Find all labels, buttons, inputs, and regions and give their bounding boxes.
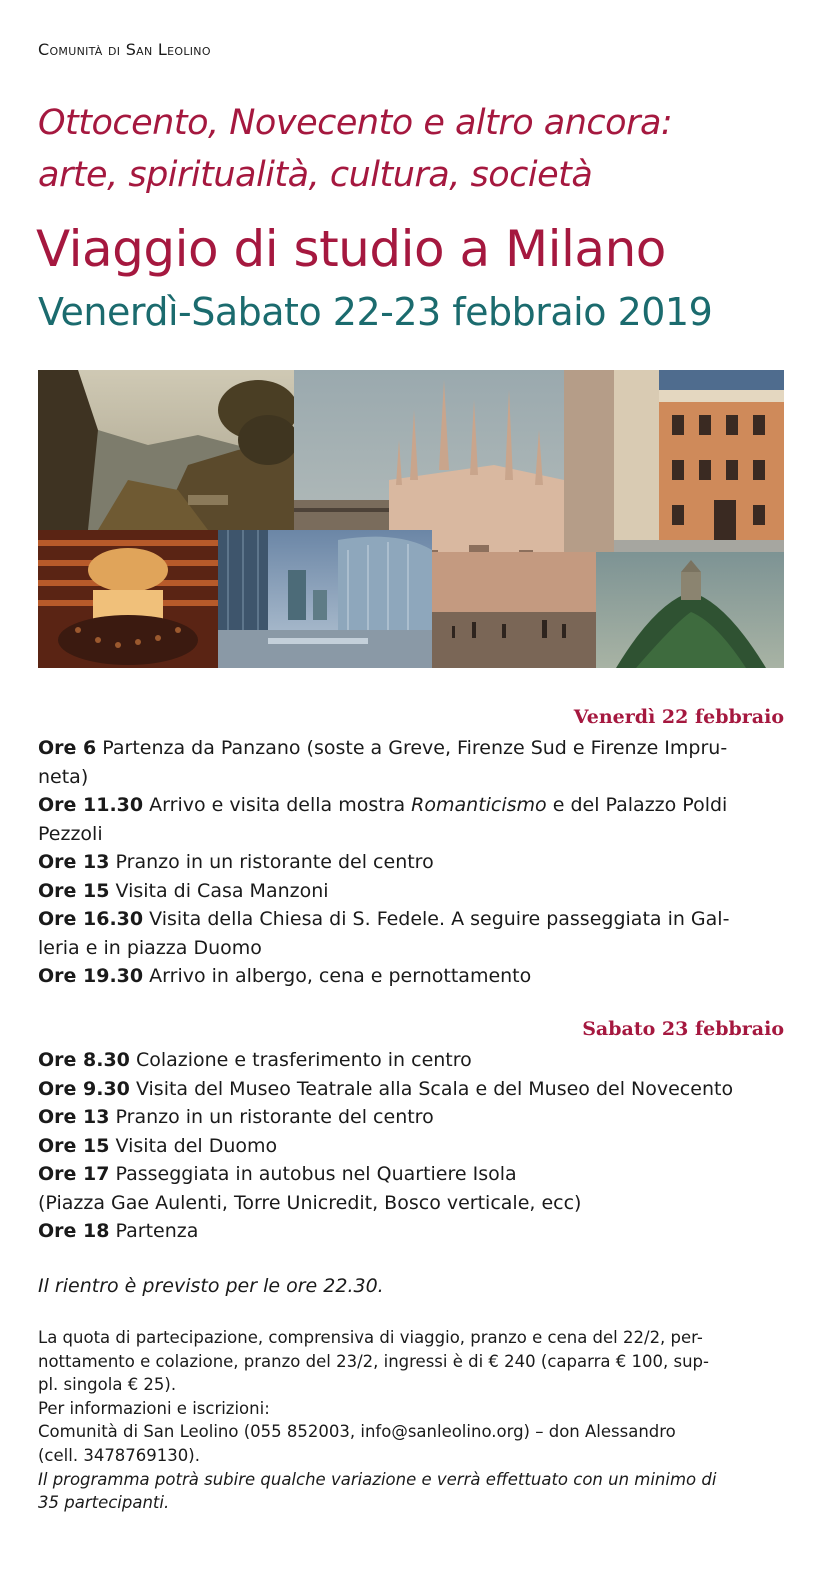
schedule-item	[38, 1217, 786, 1246]
schedule-item-continued: Pezzoli	[38, 822, 103, 845]
schedule-item-continued: leria e in piazza Duomo	[38, 936, 262, 959]
schedule-item-continued: neta)	[38, 765, 89, 788]
day1-schedule	[38, 734, 786, 991]
schedule-time: Ore 6	[38, 737, 97, 759]
schedule-item	[38, 848, 786, 877]
modern-skyline-image	[218, 530, 432, 668]
day2-schedule	[38, 1046, 786, 1246]
schedule-time: Ore 15	[38, 1134, 110, 1157]
schedule-text: Visita della Chiesa di S. Fedele. A seguire passeggiata in Gal-	[143, 908, 730, 930]
contact-line: Comunità di San Leolino (055 852003, info@sanleolino.org) – don Alessandro	[38, 1422, 676, 1442]
schedule-item	[38, 1160, 786, 1189]
photo-collage	[38, 370, 784, 668]
schedule-text: Visita del Museo Teatrale alla Scala e del Museo del Novecento	[129, 1077, 734, 1100]
exhibition-title: Romanticismo	[411, 794, 547, 816]
schedule-text: Partenza da Panzano (soste a Greve, Firenze Sud e Firenze Impru-	[96, 737, 728, 759]
schedule-item	[38, 1046, 786, 1075]
schedule-time: Ore 16.30	[38, 908, 144, 930]
disclaimer-line: 35 partecipanti.	[38, 1493, 170, 1513]
schedule-text: Arrivo e visita della mostra	[143, 794, 412, 816]
palazzo-facade-image	[614, 370, 784, 552]
page-title: Viaggio di studio a Milano	[36, 220, 666, 278]
schedule-text: Visita del Duomo	[109, 1134, 278, 1157]
schedule-item	[38, 877, 786, 906]
schedule-time: Ore 18	[38, 1220, 110, 1242]
schedule-time: Ore 19.30	[38, 965, 144, 987]
schedule-text: e del Palazzo Poldi	[546, 794, 728, 816]
schedule-item	[38, 905, 786, 934]
landscape-painting-image	[38, 370, 294, 530]
subtitle	[38, 95, 818, 203]
schedule-item	[38, 1103, 786, 1132]
day1-heading: Venerdì 22 febbraio	[573, 706, 784, 728]
organization-label: Comunità di San Leolino	[38, 40, 211, 59]
subtitle-line-2: arte, spiritualità, cultura, società	[38, 155, 593, 195]
disclaimer-line: Il programma potrà subire qualche variazione e verrà effettuato con un minimo di	[38, 1469, 717, 1489]
contact-intro: Per informazioni e iscrizioni:	[38, 1398, 270, 1418]
subtitle-line-1: Ottocento, Novecento e altro ancora:	[38, 103, 673, 143]
schedule-text: Visita di Casa Manzoni	[109, 879, 329, 902]
schedule-item	[38, 791, 786, 820]
info-block	[38, 1326, 783, 1515]
schedule-item	[38, 1075, 786, 1104]
schedule-item	[38, 1132, 786, 1161]
duomo-square-image	[432, 552, 596, 668]
trip-dates: Venerdì-Sabato 22-23 febbraio 2019	[38, 290, 713, 334]
schedule-time: Ore 8.30	[38, 1049, 130, 1071]
schedule-time: Ore 15	[38, 879, 110, 902]
schedule-text: Passeggiata in autobus nel Quartiere Isola	[109, 1163, 517, 1185]
quota-line: nottamento e colazione, pranzo del 23/2, ingressi è di € 240 (caparra € 100, sup-	[38, 1351, 709, 1371]
schedule-item	[38, 734, 786, 763]
day2-heading: Sabato 23 febbraio	[582, 1018, 784, 1040]
schedule-text: Colazione e trasferimento in centro	[129, 1049, 472, 1071]
return-note: Il rientro è previsto per le ore 22.30.	[38, 1275, 384, 1297]
schedule-item-continued: (Piazza Gae Aulenti, Torre Unicredit, Bosco verticale, ecc)	[38, 1191, 582, 1214]
schedule-time: Ore 13	[38, 1106, 110, 1128]
castle-painting-image	[596, 552, 784, 668]
schedule-time: Ore 13	[38, 851, 110, 873]
contact-line: (cell. 3478769130).	[38, 1445, 200, 1465]
schedule-text: Pranzo in un ristorante del centro	[109, 1106, 434, 1128]
schedule-time: Ore 17	[38, 1163, 110, 1185]
schedule-time: Ore 11.30	[38, 794, 144, 816]
schedule-item	[38, 962, 786, 991]
quota-line: La quota di partecipazione, comprensiva di viaggio, pranzo e cena del 22/2, per-	[38, 1328, 703, 1347]
quota-line: pl. singola € 25).	[38, 1375, 177, 1395]
schedule-time: Ore 9.30	[38, 1077, 130, 1100]
schedule-text: Arrivo in albergo, cena e pernottamento	[143, 965, 532, 987]
schedule-text: Partenza	[109, 1220, 199, 1242]
teatro-scala-image	[38, 530, 218, 668]
schedule-text: Pranzo in un ristorante del centro	[109, 851, 434, 873]
